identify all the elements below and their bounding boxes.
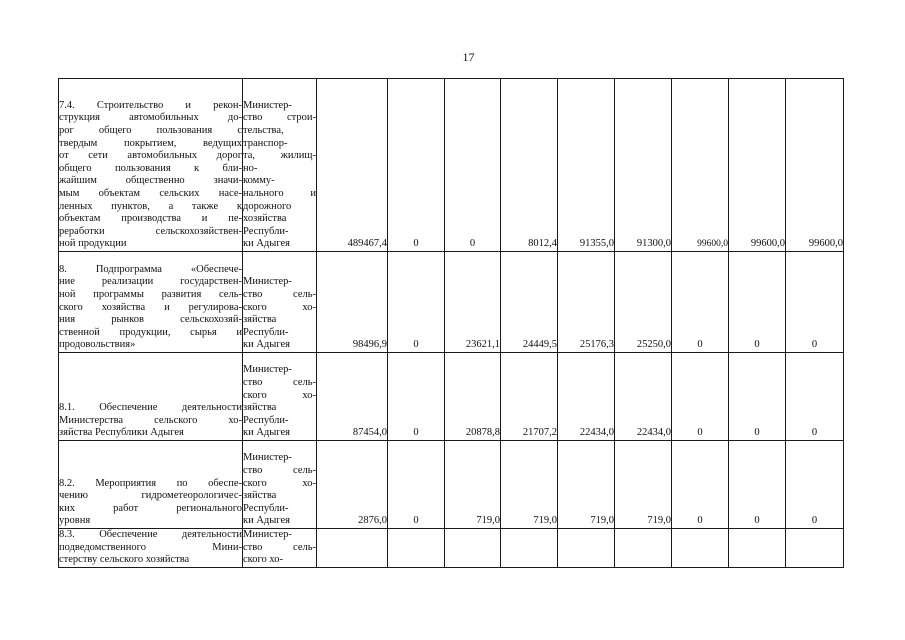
row-executor-line: Министер- [243, 364, 292, 376]
row-name-cell [59, 252, 243, 353]
value-cell: 22434,0 [615, 353, 672, 441]
row-name-line: мым объектам сельских насе- [59, 188, 242, 200]
row-executor-line: Республи- [243, 225, 289, 237]
row-executor-line: нального и [243, 188, 316, 200]
row-executor-line: ского хо- [243, 389, 316, 401]
row-executor-line: Министер- [243, 99, 292, 111]
row-executor-cell [243, 441, 317, 529]
row-executor-line: Министер- [243, 452, 292, 464]
value-cell: 98496,9 [317, 252, 388, 353]
table-row [59, 441, 844, 529]
value-cell: 719,0 [445, 441, 501, 529]
value-cell: 0 [729, 441, 786, 529]
row-executor-line: ки Адыгея [243, 515, 290, 527]
row-executor-line: ского хо- [243, 301, 316, 313]
value-cell: 91355,0 [558, 79, 615, 252]
value-cell: 719,0 [558, 441, 615, 529]
value-cell: 0 [786, 252, 844, 353]
row-name-cell [59, 441, 243, 529]
value-cell [388, 529, 445, 568]
table-row [59, 353, 844, 441]
row-executor-line: ки Адыгея [243, 339, 290, 351]
value-cell: 0 [445, 79, 501, 252]
value-cell: 719,0 [501, 441, 558, 529]
value-cell [558, 529, 615, 568]
row-executor-line: ки Адыгея [243, 238, 290, 250]
value-cell [786, 529, 844, 568]
value-cell [729, 529, 786, 568]
value-cell: 0 [786, 353, 844, 441]
row-executor-line: ки Адыгея [243, 427, 290, 439]
row-name-line: ского хозяйства и регулирова- [59, 301, 242, 313]
budget-table [58, 78, 844, 568]
row-executor-line: ского хо- [243, 477, 316, 489]
value-cell: 0 [729, 252, 786, 353]
row-name-line: 8.2. Мероприятия по обеспе- [59, 477, 242, 489]
value-cell: 23621,1 [445, 252, 501, 353]
value-cell: 0 [388, 79, 445, 252]
value-cell: 87454,0 [317, 353, 388, 441]
value-cell: 2876,0 [317, 441, 388, 529]
value-cell: 0 [729, 353, 786, 441]
value-cell: 0 [388, 353, 445, 441]
row-name-cell [59, 79, 243, 252]
row-executor-cell [243, 79, 317, 252]
row-executor-line: та, жилищ- [243, 150, 316, 162]
value-cell: 0 [388, 441, 445, 529]
row-name-line: ния рынков сельскохозяй- [59, 314, 242, 326]
value-cell: 719,0 [615, 441, 672, 529]
value-cell [615, 529, 672, 568]
row-executor-line: комму- [243, 175, 275, 187]
value-cell: 0 [672, 441, 729, 529]
value-cell: 8012,4 [501, 79, 558, 252]
row-name-line: реработки сельскохозяйствен- [59, 225, 242, 237]
row-name-line: чению гидрометеорологичес- [59, 490, 242, 502]
value-cell: 25176,3 [558, 252, 615, 353]
value-cell [317, 529, 388, 568]
row-name-cell [59, 529, 243, 568]
row-executor-line: ского хо- [243, 554, 283, 566]
row-executor-line: зяйства [243, 490, 277, 502]
row-executor-line: зяйства [243, 402, 277, 414]
table-body [59, 79, 844, 568]
row-executor-line: ство сель- [243, 541, 316, 553]
row-name-line: ной продукции [59, 238, 127, 250]
row-name-line: ленных пунктов, а также к [59, 200, 242, 212]
page-number: 17 [462, 50, 475, 64]
value-cell: 0 [672, 353, 729, 441]
row-name-line: подведомственного Мини- [59, 541, 242, 553]
row-name-line: от сети автомобильных дорог [59, 150, 242, 162]
row-name-line: 8.1. Обеспечение деятельности [59, 402, 242, 414]
row-name-line: струкция автомобильных до- [59, 112, 242, 124]
row-executor-line: зяйства [243, 314, 277, 326]
value-cell: 489467,4 [317, 79, 388, 252]
row-name-line: уровня [59, 515, 91, 527]
row-name-line: общего пользования к бли- [59, 162, 242, 174]
table-row [59, 79, 844, 252]
row-name-line: зяйства Республики Адыгея [59, 427, 184, 439]
row-executor-line: Министер- [243, 529, 292, 541]
value-cell: 91300,0 [615, 79, 672, 252]
row-name-cell [59, 353, 243, 441]
table-row [59, 529, 844, 568]
value-cell: 0 [388, 252, 445, 353]
value-cell: 25250,0 [615, 252, 672, 353]
value-cell [445, 529, 501, 568]
row-name-line: объектам производства и пе- [59, 213, 242, 225]
row-executor-line: ство сель- [243, 289, 316, 301]
row-executor-cell [243, 252, 317, 353]
row-name-line: 7.4. Строительство и рекон- [59, 99, 242, 111]
row-executor-line: хозяйства [243, 213, 287, 225]
value-cell: 24449,5 [501, 252, 558, 353]
value-cell: 99600,0 [729, 79, 786, 252]
row-executor-line: тельства, [243, 125, 284, 137]
row-name-line: ственной продукции, сырья и [59, 326, 242, 338]
row-executor-line: но- [243, 162, 258, 174]
row-name-line: ких работ регионального [59, 502, 242, 514]
row-executor-line: транспор- [243, 137, 288, 149]
row-name-line: твердым покрытием, ведущих [59, 137, 242, 149]
row-executor-line: Министер- [243, 276, 292, 288]
row-name-line: 8. Подпрограмма «Обеспече- [59, 263, 242, 275]
value-cell: 21707,2 [501, 353, 558, 441]
row-name-line: жайшим общественно значи- [59, 175, 242, 187]
value-cell [501, 529, 558, 568]
row-name-line: ние реализации государствен- [59, 276, 242, 288]
row-name-line: ной программы развития сель- [59, 289, 242, 301]
row-executor-line: дорожного [243, 200, 292, 212]
row-executor-line: Республи- [243, 414, 289, 426]
row-executor-line: ство строи- [243, 112, 316, 124]
table-row [59, 252, 844, 353]
row-executor-cell [243, 529, 317, 568]
value-cell: 99600,0 [672, 79, 729, 252]
row-executor-line: Республи- [243, 326, 289, 338]
value-cell: 99600,0 [786, 79, 844, 252]
row-name-line: рог общего пользования с [59, 125, 242, 137]
value-cell: 20878,8 [445, 353, 501, 441]
row-name-line: 8.3. Обеспечение деятельности [59, 529, 242, 541]
row-executor-line: ство сель- [243, 465, 316, 477]
row-executor-cell [243, 353, 317, 441]
value-cell: 0 [786, 441, 844, 529]
value-cell: 0 [672, 252, 729, 353]
row-name-line: Министерства сельского хо- [59, 414, 242, 426]
row-name-line: продовольствия» [59, 339, 136, 351]
row-name-line: стерству сельского хозяйства [59, 554, 190, 566]
row-executor-line: ство сель- [243, 377, 316, 389]
value-cell: 22434,0 [558, 353, 615, 441]
row-executor-line: Республи- [243, 502, 289, 514]
value-cell [672, 529, 729, 568]
